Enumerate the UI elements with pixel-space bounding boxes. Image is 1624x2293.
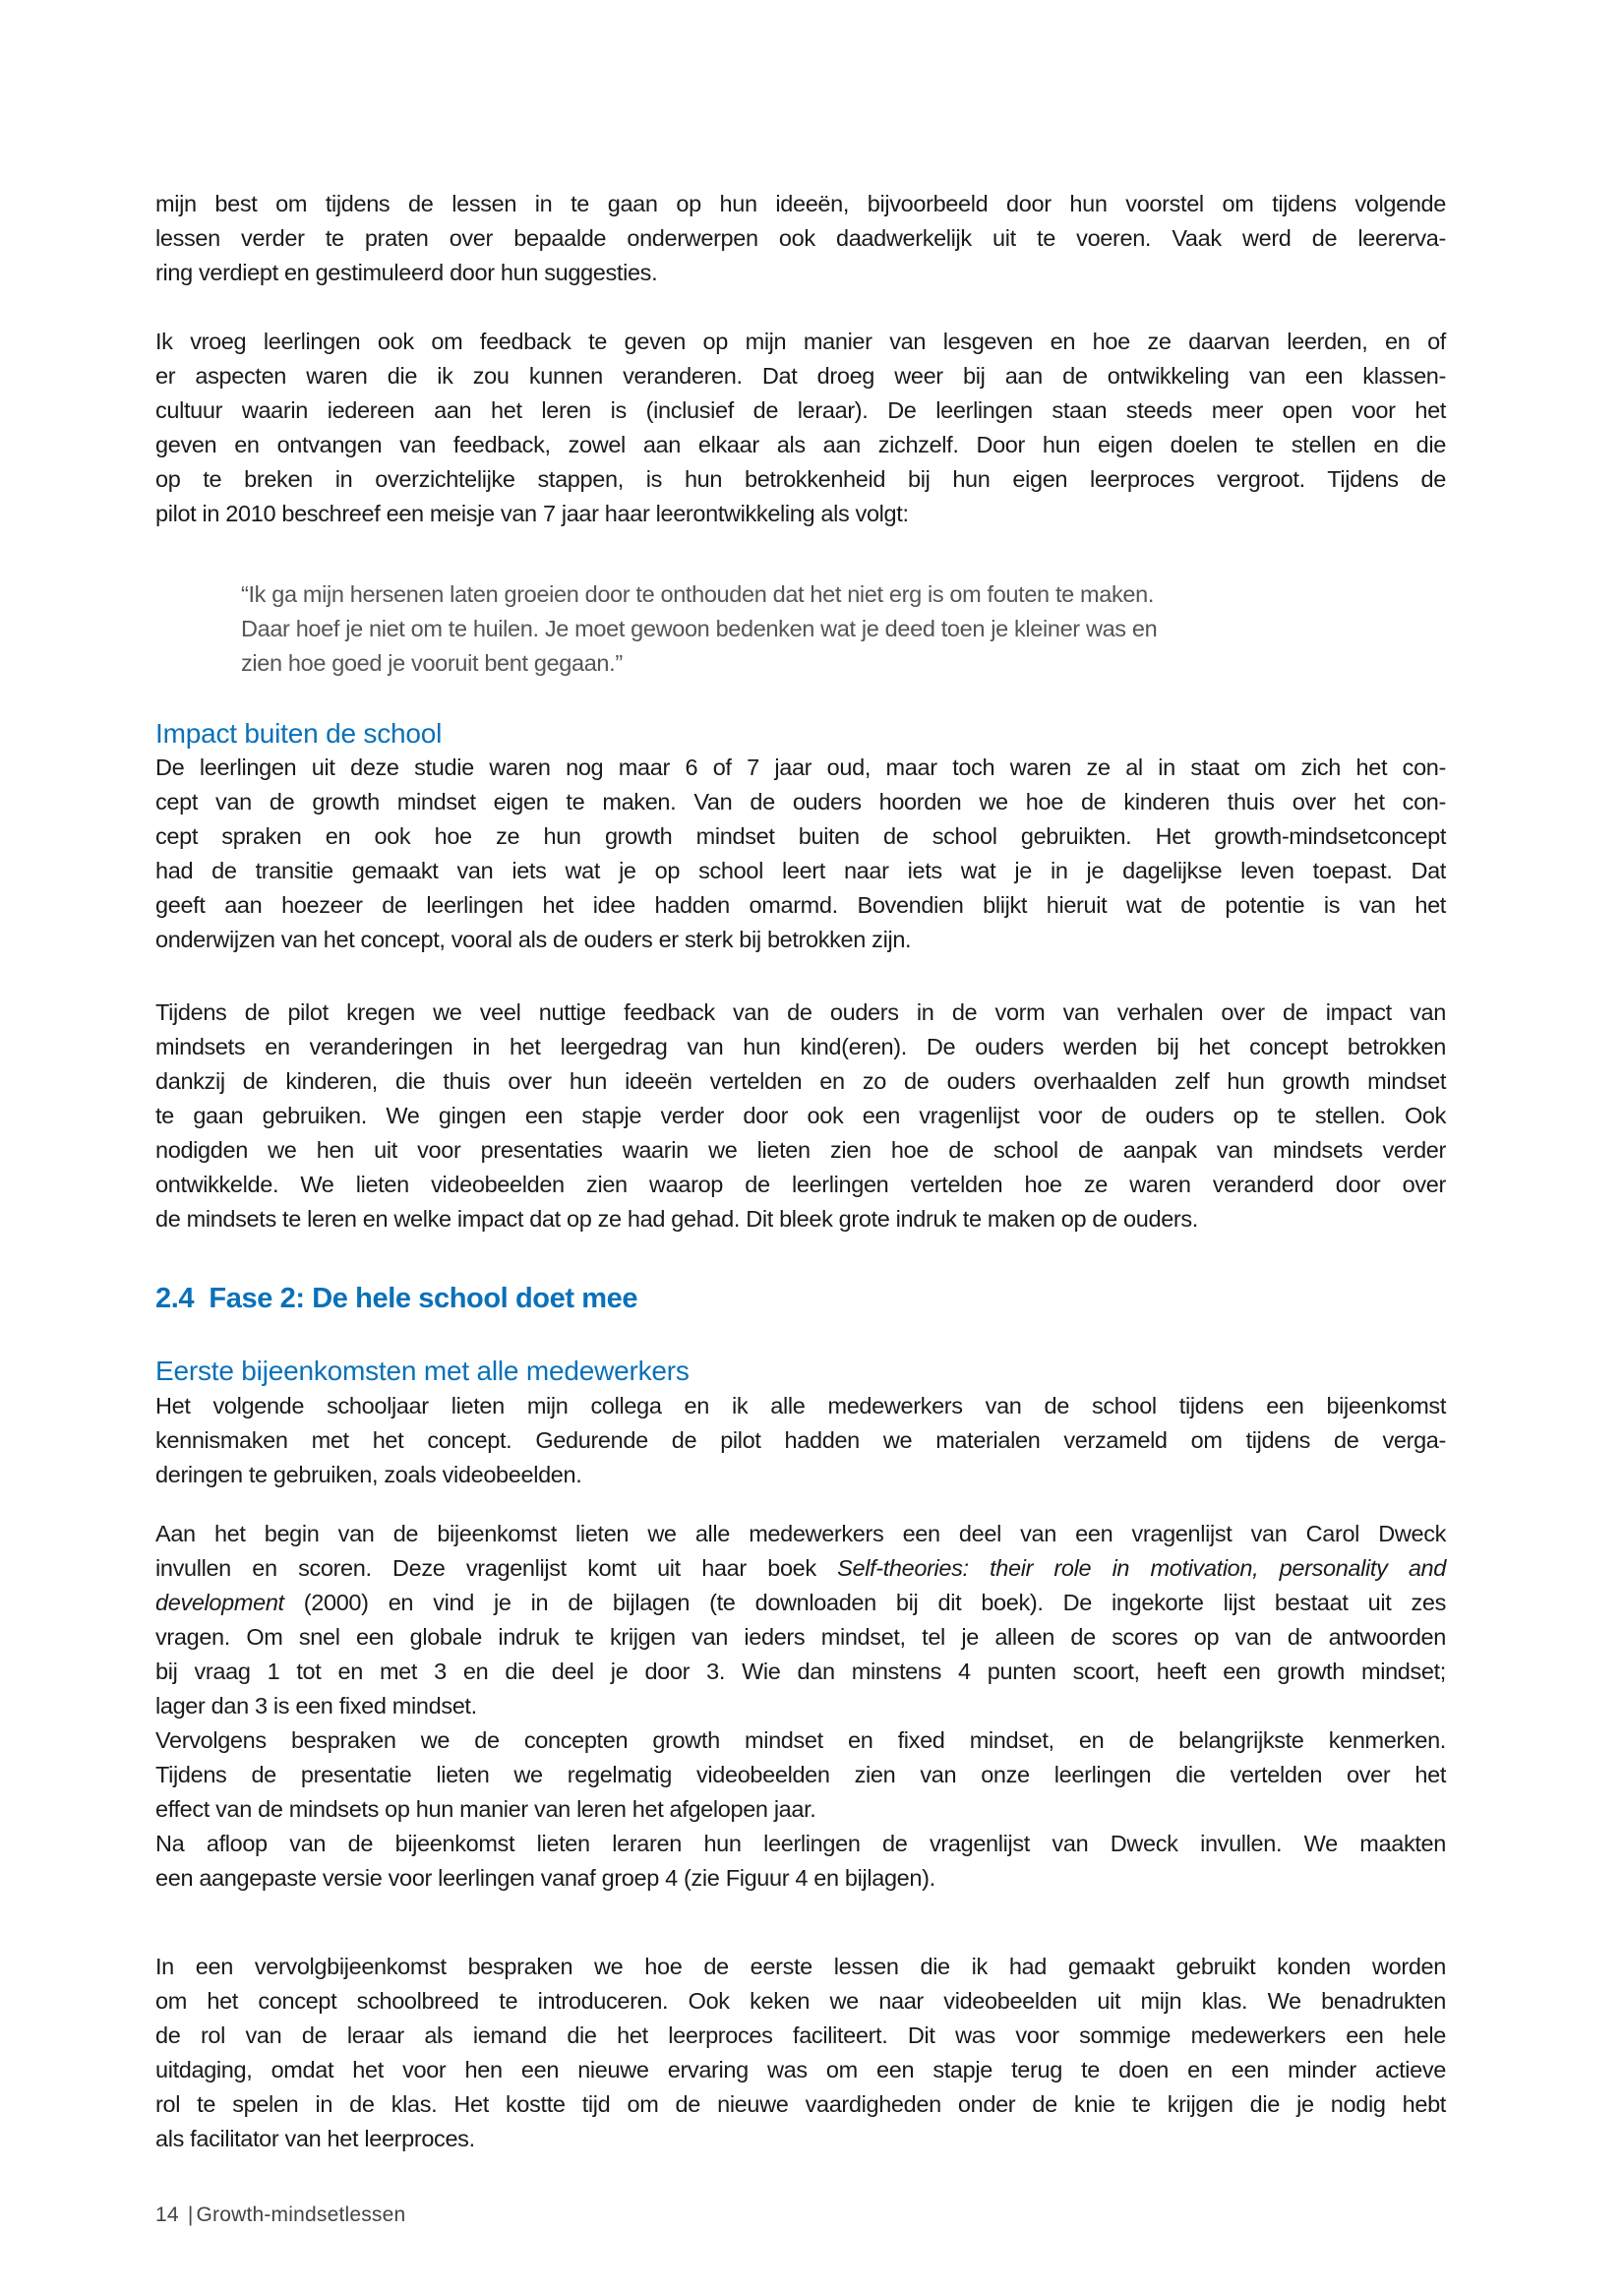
section-heading-container: [155, 716, 1446, 752]
text-line: Aan het begin van de bijeenkomst lieten we alle medewerkers een deel van een vragenlijst van Carol Dweck: [155, 1521, 1446, 1546]
text-line: rol te spelen in de klas. Het kostte tijd om de nieuwe vaardigheden onder de knie te krijgen die je nodig hebt: [155, 2091, 1446, 2117]
chapter-heading-container: [155, 1281, 1446, 1316]
text-line: ontwikkelde. We lieten videobeelden zien waarop de leerlingen vertelden hoe ze waren veranderd door over: [155, 1172, 1446, 1197]
quote-line: Daar hoef je niet om te huilen. Je moet gewoon bedenken wat je deed toen je kleiner was en: [241, 616, 1158, 641]
book-title-italic: development: [155, 1590, 284, 1615]
text-line: Ik vroeg leerlingen ook om feedback te geven op mijn manier van lesgeven en hoe ze daarvan leerden, en of: [155, 329, 1446, 354]
section-heading-2-4: 2.4 Fase 2: De hele school doet mee: [155, 1283, 638, 1314]
text-line: cept spraken en ook hoe ze hun growth mindset buiten de school gebruikten. Het growth-mindsetconcept: [155, 823, 1446, 849]
text-line: De leerlingen uit deze studie waren nog maar 6 of 7 jaar oud, maar toch waren ze al in staat om zich het con-: [155, 754, 1446, 780]
text-line: bij vraag 1 tot en met 3 en die deel je door 3. Wie dan minstens 4 punten scoort, heeft een growth mindset;: [155, 1659, 1446, 1684]
paragraph: [155, 187, 1446, 290]
text-line: ring verdiept en gestimuleerd door hun suggesties.: [155, 260, 658, 285]
text-line: lessen verder te praten over bepaalde onderwerpen ook daadwerkelijk uit te voeren. Vaak werd de leererva-: [155, 225, 1446, 251]
paragraph: [155, 1517, 1446, 1896]
text-line: Het volgende schooljaar lieten mijn collega en ik alle medewerkers van de school tijdens een bijeenkomst: [155, 1393, 1446, 1418]
text-line: nodigden we hen uit voor presentaties waarin we lieten zien hoe de school de aanpak van mindsets verder: [155, 1137, 1446, 1163]
text-line: te gaan gebruiken. We gingen een stapje verder door ook een vragenlijst voor de ouders op te stellen. Ook: [155, 1103, 1446, 1128]
text-line: Na afloop van de bijeenkomst lieten leraren hun leerlingen de vragenlijst van Dweck invullen. We maakten: [155, 1831, 1446, 1856]
text-line: had de transitie gemaakt van iets wat je op school leert naar iets wat je in je dagelijkse leven toepast. Dat: [155, 858, 1446, 883]
block-quote: [241, 577, 1362, 681]
text-line: deringen te gebruiken, zoals videobeelden.: [155, 1462, 582, 1487]
text-line: onderwijzen van het concept, vooral als de ouders er sterk bij betrokken zijn.: [155, 927, 912, 952]
page-number: 14: [155, 2203, 179, 2226]
text-line: er aspecten waren die ik zou kunnen veranderen. Dat droeg weer bij aan de ontwikkeling van een klassen-: [155, 363, 1446, 389]
text-line: uitdaging, omdat het voor hen een nieuwe ervaring was om een stapje terug te doen en een minder actieve: [155, 2057, 1446, 2082]
text-line: cept van de growth mindset eigen te maken. Van de ouders hoorden we hoe de kinderen thuis over het con-: [155, 789, 1446, 815]
text-line: vragen. Om snel een globale indruk te krijgen van ieders mindset, tel je alleen de scores op van de antwoorden: [155, 1624, 1446, 1650]
page-footer: [155, 2203, 405, 2227]
quote-line: zien hoe goed je vooruit bent gegaan.”: [241, 650, 623, 676]
paragraph: [155, 1950, 1446, 2156]
text-line: de rol van de leraar als iemand die het leerproces faciliteert. Dit was voor sommige medewerkers een hele: [155, 2022, 1446, 2048]
footer-book-title: Growth-mindsetlessen: [196, 2203, 406, 2226]
text-line: als facilitator van het leerproces.: [155, 2126, 475, 2151]
text-line: mindsets en veranderingen in het leergedrag van hun kind(eren). De ouders werden bij het concept betrokken: [155, 1034, 1446, 1059]
paragraph: [155, 325, 1446, 531]
text-line: effect van de mindsets op hun manier van leren het afgelopen jaar.: [155, 1796, 816, 1822]
text-line: pilot in 2010 beschreef een meisje van 7 jaar haar leerontwikkeling als volgt:: [155, 501, 909, 526]
text-line: mijn best om tijdens de lessen in te gaan op hun ideeën, bijvoorbeeld door hun voorstel om tijdens volgende: [155, 191, 1446, 216]
paragraph: [155, 1389, 1446, 1492]
footer-separator: |: [187, 2203, 194, 2226]
text-line: Vervolgens bespraken we de concepten growth mindset en fixed mindset, en de belangrijkste kenmerken.: [155, 1727, 1446, 1753]
text-line: een aangepaste versie voor leerlingen vanaf groep 4 (zie Figuur 4 en bijlagen).: [155, 1865, 935, 1891]
text-segment: (2000) en vind je in de bijlagen (te downloaden bij dit boek). De ingekorte lijst bestaat uit zes: [283, 1590, 1446, 1615]
text-line: kennismaken met het concept. Gedurende de pilot hadden we materialen verzameld om tijdens de verga-: [155, 1427, 1446, 1453]
text-segment: invullen en scoren. Deze vragenlijst komt uit haar boek: [155, 1555, 838, 1581]
text-line: Tijdens de pilot kregen we veel nuttige feedback van de ouders in de vorm van verhalen over de impact van: [155, 999, 1446, 1025]
subheading-container: [155, 1354, 1446, 1389]
text-line: dankzij de kinderen, die thuis over hun ideeën vertelden en zo de ouders overhaalden zelf hun growth mindset: [155, 1068, 1446, 1094]
text-line: [155, 1551, 1446, 1586]
text-line: op te breken in overzichtelijke stappen, is hun betrokkenheid bij hun eigen leerproces vergroot. Tijdens de: [155, 466, 1446, 492]
paragraph: [155, 751, 1446, 957]
text-line: geven en ontvangen van feedback, zowel aan elkaar als aan zichzelf. Door hun eigen doelen te stellen en die: [155, 432, 1446, 457]
text-line: cultuur waarin iedereen aan het leren is (inclusief de leraar). De leerlingen staan steeds meer open voor het: [155, 397, 1446, 423]
text-line: om het concept schoolbreed te introduceren. Ook keken we naar videobeelden uit mijn klas. We benadrukten: [155, 1988, 1446, 2014]
book-title-italic: Self-theories: their role in motivation, personality and: [837, 1555, 1446, 1581]
text-line: Tijdens de presentatie lieten we regelmatig videobeelden zien van onze leerlingen die vertelden over het: [155, 1762, 1446, 1787]
paragraph: [155, 996, 1446, 1237]
text-line: geeft aan hoezeer de leerlingen het idee hadden omarmd. Bovendien blijkt hieruit wat de potentie is van het: [155, 892, 1446, 918]
text-line: In een vervolgbijeenkomst bespraken we hoe de eerste lessen die ik had gemaakt gebruikt konden worden: [155, 1954, 1446, 1979]
quote-line: “Ik ga mijn hersenen laten groeien door te onthouden dat het niet erg is om fouten te maken.: [241, 581, 1154, 607]
text-line: lager dan 3 is een fixed mindset.: [155, 1693, 477, 1719]
subheading-eerste-bijeenkomsten: Eerste bijeenkomsten met alle medewerkers: [155, 1356, 690, 1386]
text-line: de mindsets te leren en welke impact dat op ze had gehad. Dit bleek grote indruk te maken op de ouders.: [155, 1206, 1198, 1232]
text-line: [155, 1586, 1446, 1620]
section-heading-impact: Impact buiten de school: [155, 718, 443, 749]
